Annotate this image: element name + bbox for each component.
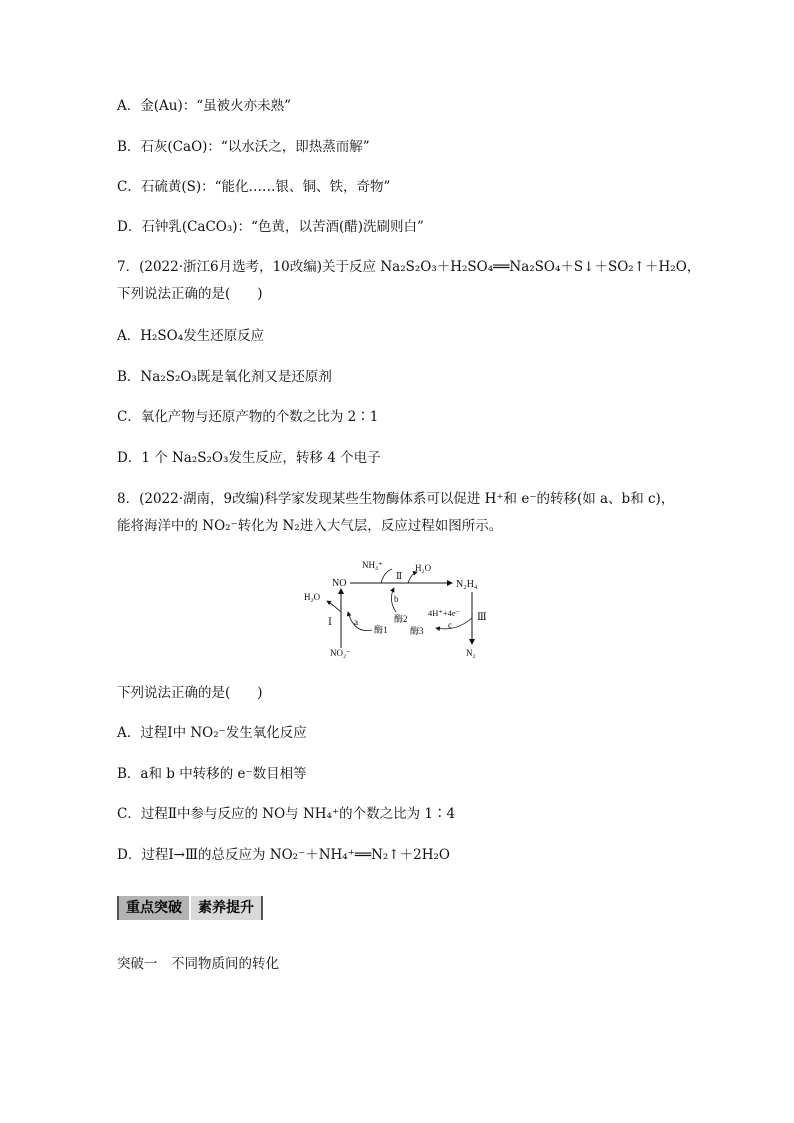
arrow-c [436,618,472,629]
label-nh4: NH₄⁺ [362,560,383,570]
label-h2o-top: H₂O [415,563,432,573]
section-title: 突破一 不同物质间的转化 [117,956,279,972]
label-a: a [354,617,358,627]
label-process-1: Ⅰ [328,617,332,628]
label-h2o-left: H₂O [304,592,321,602]
arrow-a [348,612,372,631]
q6-option-c: C．石硫黄(S)：“能化……银、铜、铁，奇物” [117,179,391,195]
q8-stem-line1: 8．(2022·湖南，9改编)科学家发现某些生物酶体系可以促进 H⁺和 e⁻的转移(如 a、b和 c)， [117,491,675,507]
reaction-diagram [296,552,496,664]
q8-stem-line2: 能将海洋中的 NO₂⁻转化为 N₂进入大气层，反应过程如图所示。 [117,518,503,534]
q6-option-d: D．石钟乳(CaCO₃)：“色黄，以苦酒(醋)洗刷则白” [117,219,424,235]
q7-stem-line1: 7．(2022·浙江6月选考，10改编)关于反应 Na₂S₂O₃＋H₂SO₄══Na₂SO₄＋S↓＋SO₂↑＋H₂O， [117,259,701,275]
arrow-nh4-in [381,569,392,583]
label-process-3: Ⅲ [477,612,487,623]
q7-option-b: B．Na₂S₂O₃既是氧化剂又是还原剂 [117,369,332,385]
label-enzyme-2: 酶2 [394,614,408,624]
banner-left: 重点突破 [117,896,189,920]
q8-option-d: D．过程Ⅰ→Ⅲ的总反应为 NO₂⁻＋NH₄⁺══N₂↑＋2H₂O [117,847,450,863]
arrow-h2o-left-out [327,601,341,612]
q8-option-a: A．过程Ⅰ中 NO₂⁻发生氧化反应 [117,725,307,741]
q8-option-b: B．a和 b 中转移的 e⁻数目相等 [117,766,307,782]
label-electrons: 4H⁺+4e⁻ [428,608,461,618]
banner-right: 素养提升 [191,896,263,920]
label-no2: NO₂⁻ [330,648,351,658]
label-no: NO [332,578,347,589]
q7-option-a: A．H₂SO₄发生还原反应 [117,328,265,344]
q8-option-c: C．过程Ⅱ中参与反应的 NO与 NH₄⁺的个数之比为 1∶4 [117,806,456,822]
label-b: b [394,594,399,604]
label-enzyme-3: 酶3 [410,626,424,636]
section-banner [117,896,263,920]
q7-stem-line2: 下列说法正确的是( ) [117,286,263,302]
label-enzyme-1: 酶1 [374,625,388,635]
q6-option-b: B．石灰(CaO)：“以水沃之，即热蒸而解” [117,139,370,155]
label-n2: N₂ [466,648,476,658]
q7-option-d: D．1 个 Na₂S₂O₃发生反应，转移 4 个电子 [117,450,381,466]
q7-option-c: C．氧化产物与还原产物的个数之比为 2∶1 [117,409,379,425]
q8-question: 下列说法正确的是( ) [117,685,263,701]
label-n2h4: N₂H₄ [456,579,478,590]
arrow-h2o-out [408,572,417,583]
label-process-2: Ⅱ [396,571,403,581]
label-c: c [448,620,452,630]
q6-option-a: A．金(Au)：“虽被火亦未熟” [117,98,292,114]
